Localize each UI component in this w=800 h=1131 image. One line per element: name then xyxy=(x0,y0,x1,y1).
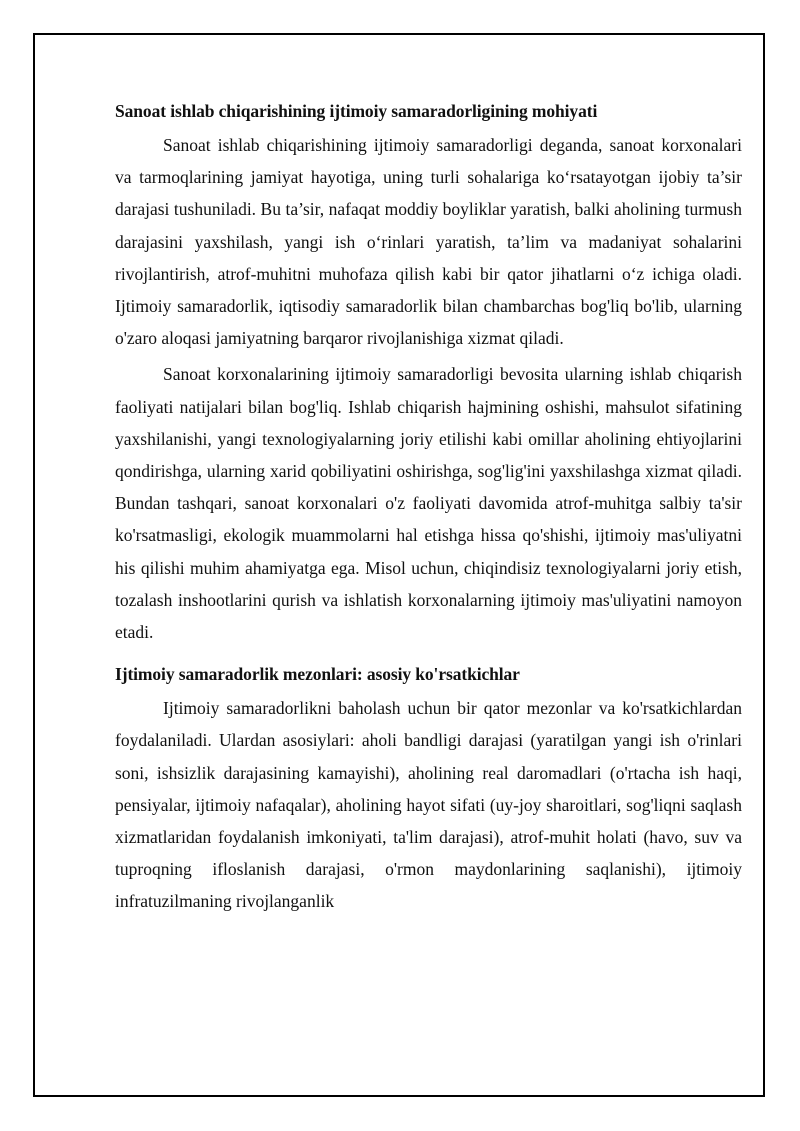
paragraph-definition: Sanoat ishlab chiqarishining ijtimoiy samaradorligi deganda, sanoat korxonalari va tarmoqlarining jamiyat hayotiga, uning turli sohalariga ko‘rsatayotgan ijobiy ta’sir darajasi tushuniladi. Bu ta’sir, nafaqat moddiy boyliklar yaratish, balki aholining turmush darajasini yaxshilash, yangi ish o‘rinlari yaratish, ta’lim va madaniyat sohalarini rivojlantirish, atrof-muhitni muhofaza qilish kabi bir qator jihatlarni o‘z ichiga oladi. Ijtimoiy samaradorlik, iqtisodiy samaradorlik bilan chambarchas bog'liq bo'lib, ularning o'zaro aloqasi jamiyatning barqaror rivojlanishiga xizmat qiladi. xyxy=(115,135,742,349)
paragraph-enterprise-impact: Sanoat korxonalarining ijtimoiy samaradorligi bevosita ularning ishlab chiqarish faoliyati natijalari bilan bog'liq. Ishlab chiqarish hajmining oshishi, mahsulot sifatining yaxshilanishi, yangi texnologiyalarning joriy etilishi kabi omillar aholining ehtiyojlarini qondirishga, ularning xarid qobiliyatini oshirishga, sog'lig'ini yaxshilashga xizmat qiladi. Bundan tashqari, sanoat korxonalari o'z faoliyati davomida atrof-muhitga salbiy ta'sir ko'rsatmasligi, ekologik muammolarni hal etishga hissa qo'shishi, ijtimoiy mas'uliyatni his qilishi muhim ahamiyatga ega. Misol uchun, chiqindisiz texnologiyalarni joriy etish, tozalash inshootlarini qurish va ishlatish korxonalarning ijtimoiy mas'uliyatini namoyon etadi. xyxy=(115,364,742,643)
paragraph-criteria: Ijtimoiy samaradorlikni baholash uchun bir qator mezonlar va ko'rsatkichlardan foydalaniladi. Ulardan asosiylari: aholi bandligi darajasi (yaratilgan yangi ish o'rinlari soni, ishsizlik darajasining kamayishi), aholining real daromadlari (o'rtacha ish haqi, pensiyalar, ijtimoiy nafaqalar), aholining hayot sifati (uy-joy sharoitlari, sog'liqni saqlash xizmatlaridan foydalanish imkoniyati, ta'lim darajasi), atrof-muhit holati (havo, suv va tuproqning ifloslanish darajasi, o'rmon maydonlarining saqlanishi), ijtimoiy infratuzilmaning rivojlanganlik xyxy=(115,698,742,912)
document-body xyxy=(115,97,742,922)
section-heading-essence: Sanoat ishlab chiqarishining ijtimoiy samaradorligining mohiyati xyxy=(115,101,598,121)
section-heading-criteria: Ijtimoiy samaradorlik mezonlari: asosiy ko'rsatkichlar xyxy=(115,664,520,685)
